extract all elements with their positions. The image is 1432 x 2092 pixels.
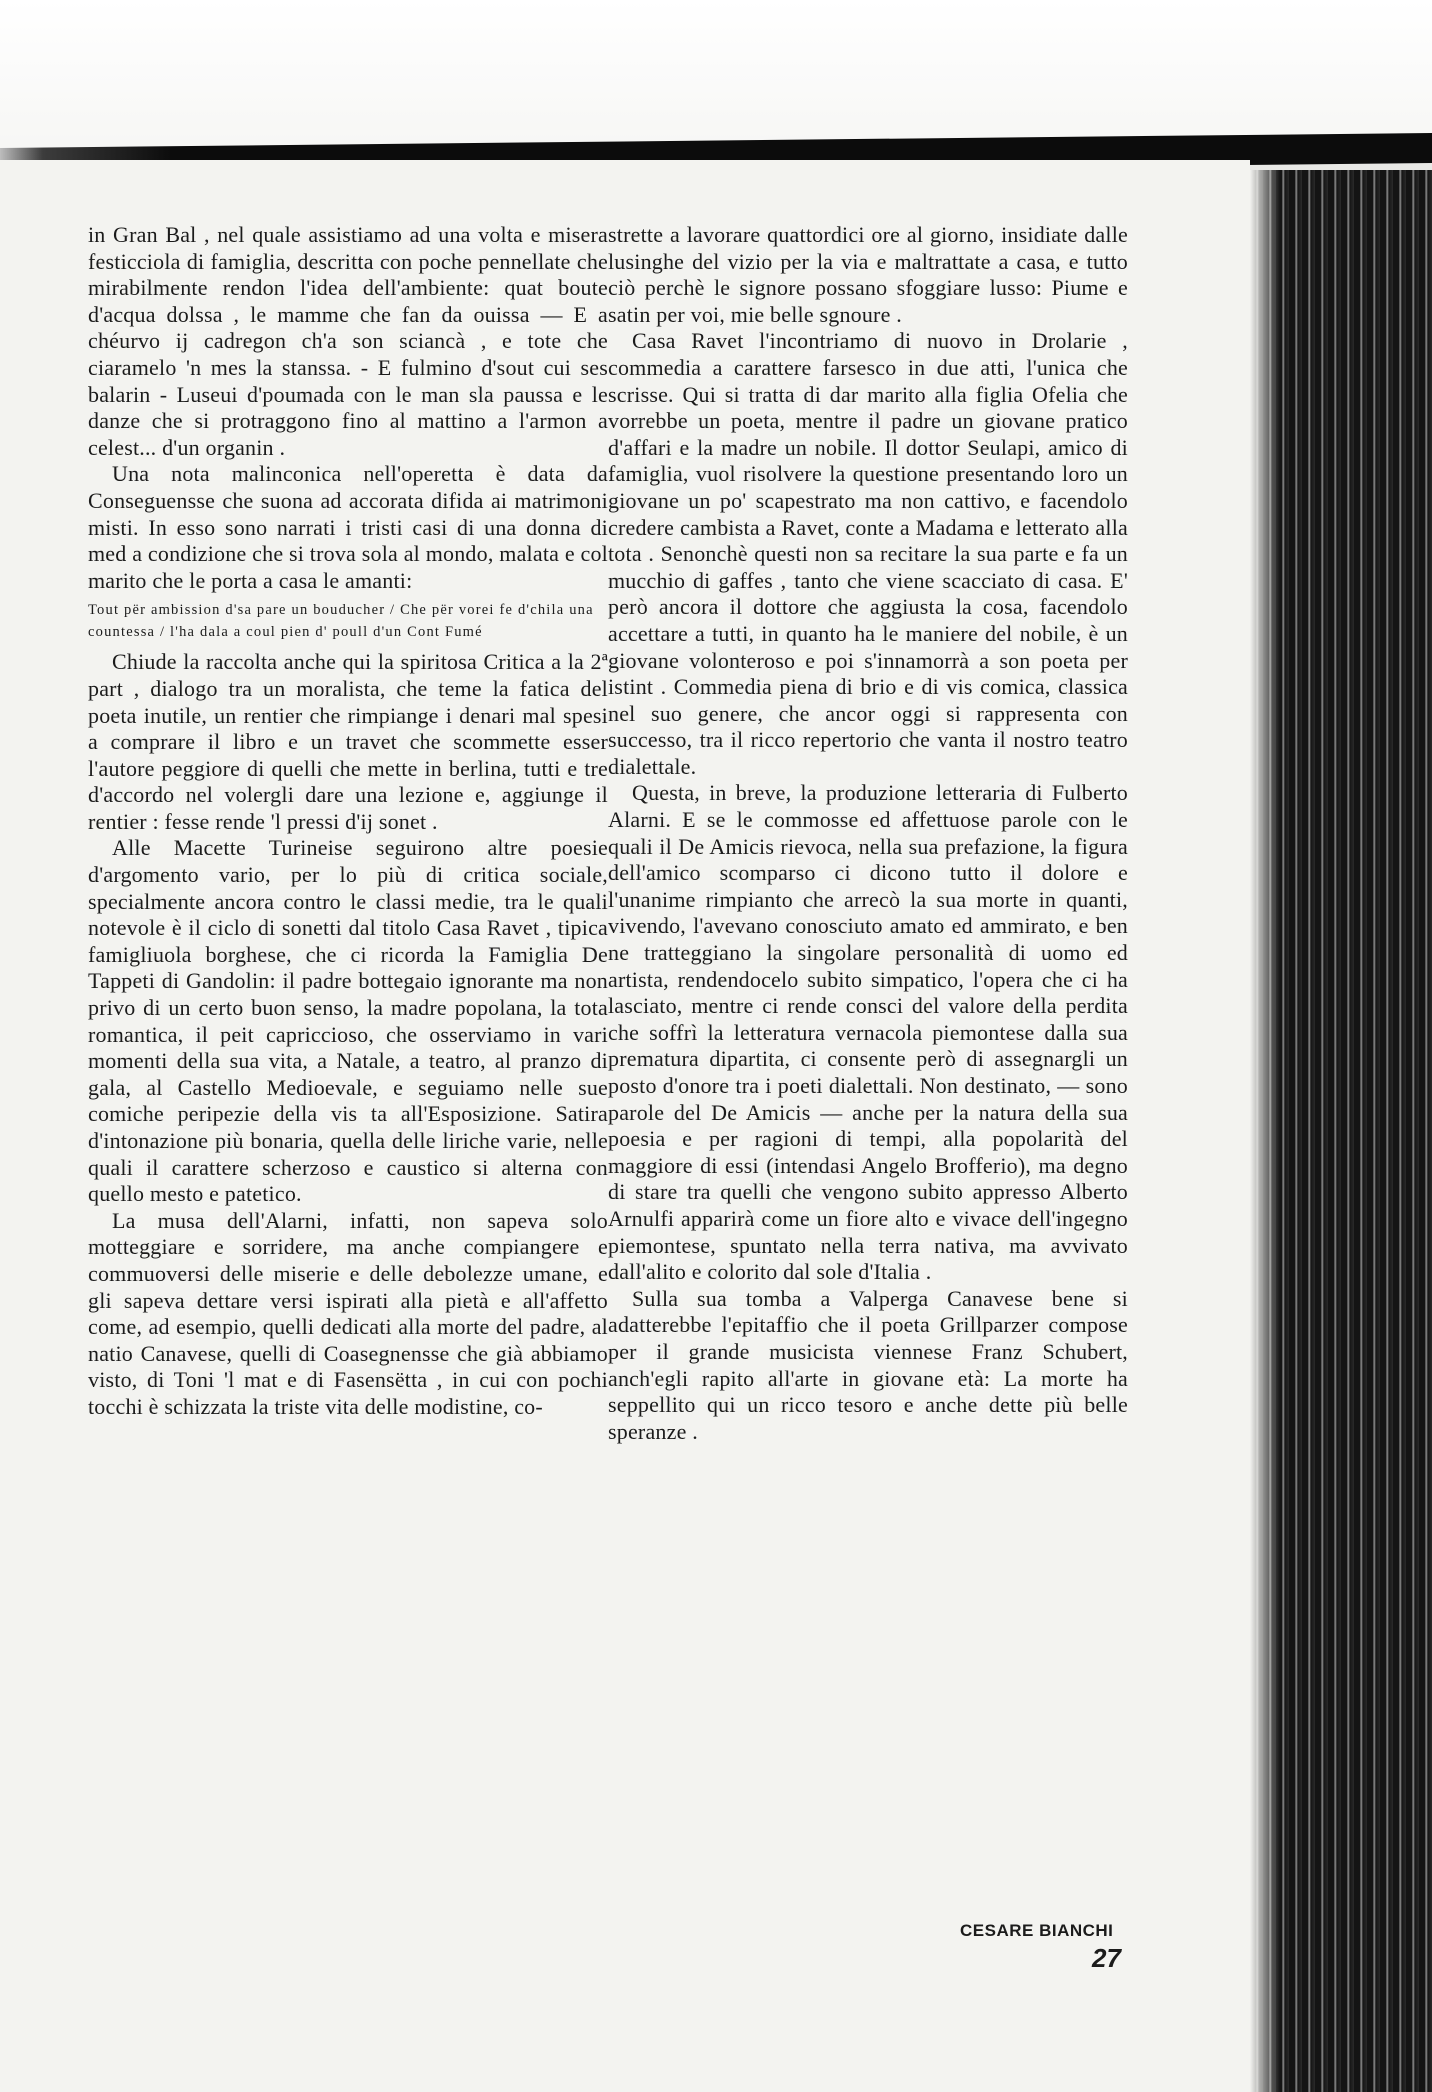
paragraph: Alle Macette Turineise seguirono altre poesie d'argomento vario, per lo più di critica sociale, specialmente ancora contro le classi medie, tra le quali notevole è il ciclo di sonetti dal titolo Casa Ravet , tipica famigliuola borghese, che ci ricorda la Famiglia De Tappeti di Gandolin: il padre bottegaio ignorante ma non privo di un certo buon senso, la madre popolana, la tota romantica, il peit capriccioso, che osserviamo in vari momenti della sua vita, a Natale, a teatro, al pranzo di gala, al Castello Medioevale, e seguiamo nelle sue comiche peripezie della vis ta all'Esposizione. Satira d'intonazione più bonaria, quella delle liriche varie, nelle quali il carattere scherzoso e caustico si alterna con quello mesto e patetico. <box>88 835 608 1207</box>
left-text-column <box>88 222 608 1421</box>
paragraph: Una nota malinconica nell'operetta è data da Conseguensse che suona ad accorata difida ai matrimoni misti. In esso sono narrati i tristi casi di una donna di med a condizione che si trova sola al mondo, malata e col marito che le porta a casa le amanti: <box>88 461 608 593</box>
paragraph: La musa dell'Alarni, infatti, non sapeva solo motteggiare e sorridere, ma anche compiangere e commuoversi delle miserie e delle debolezze umane, e gli sapeva dettare versi ispirati alla pietà e all'affetto come, ad esempio, quelli dedicati alla morte del padre, al natio Canavese, quelli di Coasegnensse che già abbiamo visto, di Toni 'l mat e di Fasensëtta , in cui con pochi tocchi è schizzata la triste vita delle modistine, co- <box>88 1207 608 1419</box>
paragraph: Chiude la raccolta anche qui la spiritosa Critica a la 2ª part , dialogo tra un moralista, che teme la fatica del poeta inutile, un rentier che rimpiange i denari mal spesi a comprare il libro e un travet che scommette esser l'autore peggiore di quelli che mette in berlina, tutti e tre d'accordo nel volergli dare una lezione e, aggiunge il rentier : fesse rende 'l pressi d'ij sonet . <box>88 649 608 834</box>
paragraph: Casa Ravet l'incontriamo di nuovo in Drolarie , commedia a carattere farsesco in due atti, l'unica che scrisse. Qui si tratta di dar marito alla figlia Ofelia che vorrebbe un poeta, mentre il padre un giovane pratico d'affari e la madre un nobile. Il dottor Seulapi, amico di famiglia, vuol risolvere la questione presentando loro un giovane un po' scapestrato ma non cattivo, e facendolo credere cambista a Ravet, conte a Madama e letterato alla tota . Senonchè questi non sa recitare la sua parte e fa un mucchio di gaffes , tanto che viene scacciato di casa. E' però ancora il dottore che aggiusta la cosa, facendolo accettare a tutti, in quanto ha le maniere del nobile, è un giovane volonteroso e poi s'innamorrà a son poeta per istint . Commedia piena di brio e di vis comica, classica nel suo genere, che ancor oggi si rappresenta con successo, tra il ricco repertorio che vanta il nostro teatro dialettale. <box>608 328 1128 779</box>
quoted-verse: Tout për ambission d'sa pare un bouducher / Che për vorei fe d'chila una countessa / l'ha dala a coul pien d' poull d'un Cont Fumé <box>88 602 594 640</box>
paragraph: in Gran Bal , nel quale assistiamo ad una volta e misera festicciola di famiglia, descritta con poche pennellate che mirabilmente rendon l'idea dell'ambiente: quat boute d'acqua dolssa , le mamme che fan da ouissa — E a chéurvo ij cadregon ch'a son sciancà , e tote che ciaramelo 'n mes la stanssa. - E fulmino d'sout cui ses balarin - Luseui d'poumada con le man sla paussa e le danze che si protraggono fino al mattino a l'armon a celest... d'un organin . <box>88 222 608 460</box>
author-signature: CESARE BIANCHI <box>960 1921 1114 1940</box>
right-text-column <box>608 222 1128 1445</box>
paragraph: Sulla sua tomba a Valperga Canavese bene si adatterebbe l'epitaffio che il poeta Grillparzer compose per il grande musicista viennese Franz Schubert, anch'egli rapito all'arte in giovane età: La morte ha seppellito qui un ricco tesoro e anche dette più belle speranze . <box>608 1285 1128 1444</box>
page-stack-edge <box>1250 170 1432 2092</box>
paragraph: strette a lavorare quattordici ore al giorno, insidiate dalle lusinghe del vizio per la via e maltrattate a casa, e tutto ciò perchè le signore possano sfoggiare lusso: Piume e satin per voi, mie belle sgnoure . <box>608 222 1128 327</box>
page-number: 27 <box>1092 1943 1121 1973</box>
paragraph: Questa, in breve, la produzione letteraria di Fulberto Alarni. E se le commosse ed affettuose parole con le quali il De Amicis rievoca, nella sua prefazione, la figura dell'amico scomparso ci dicono tutto il dolore e l'unanime rimpianto che arrecò la sua morte in quanti, vivendo, l'avevano conosciuto amato ed ammirato, e ben ne tratteggiano la singolare personalità di uomo ed artista, rendendocelo subito simpatico, l'opera che ci ha lasciato, mentre ci rende consci del valore della perdita che soffrì la letteratura vernacola piemontese dalla sua prematura dipartita, ci consente però di assegnargli un posto d'onore tra i poeti dialettali. Non destinato, — sono parole del De Amicis — anche per la natura della sua poesia e per ragioni di tempi, alla popolarità del maggiore di essi (intendasi Angelo Brofferio), ma degno di stare tra quelli che vengono subito appresso Alberto Arnulfi apparirà come un fiore alto e vivace dell'ingegno piemontese, spuntato nella terra nativa, ma avvivato dall'alito e colorito dal sole d'Italia . <box>608 780 1128 1285</box>
